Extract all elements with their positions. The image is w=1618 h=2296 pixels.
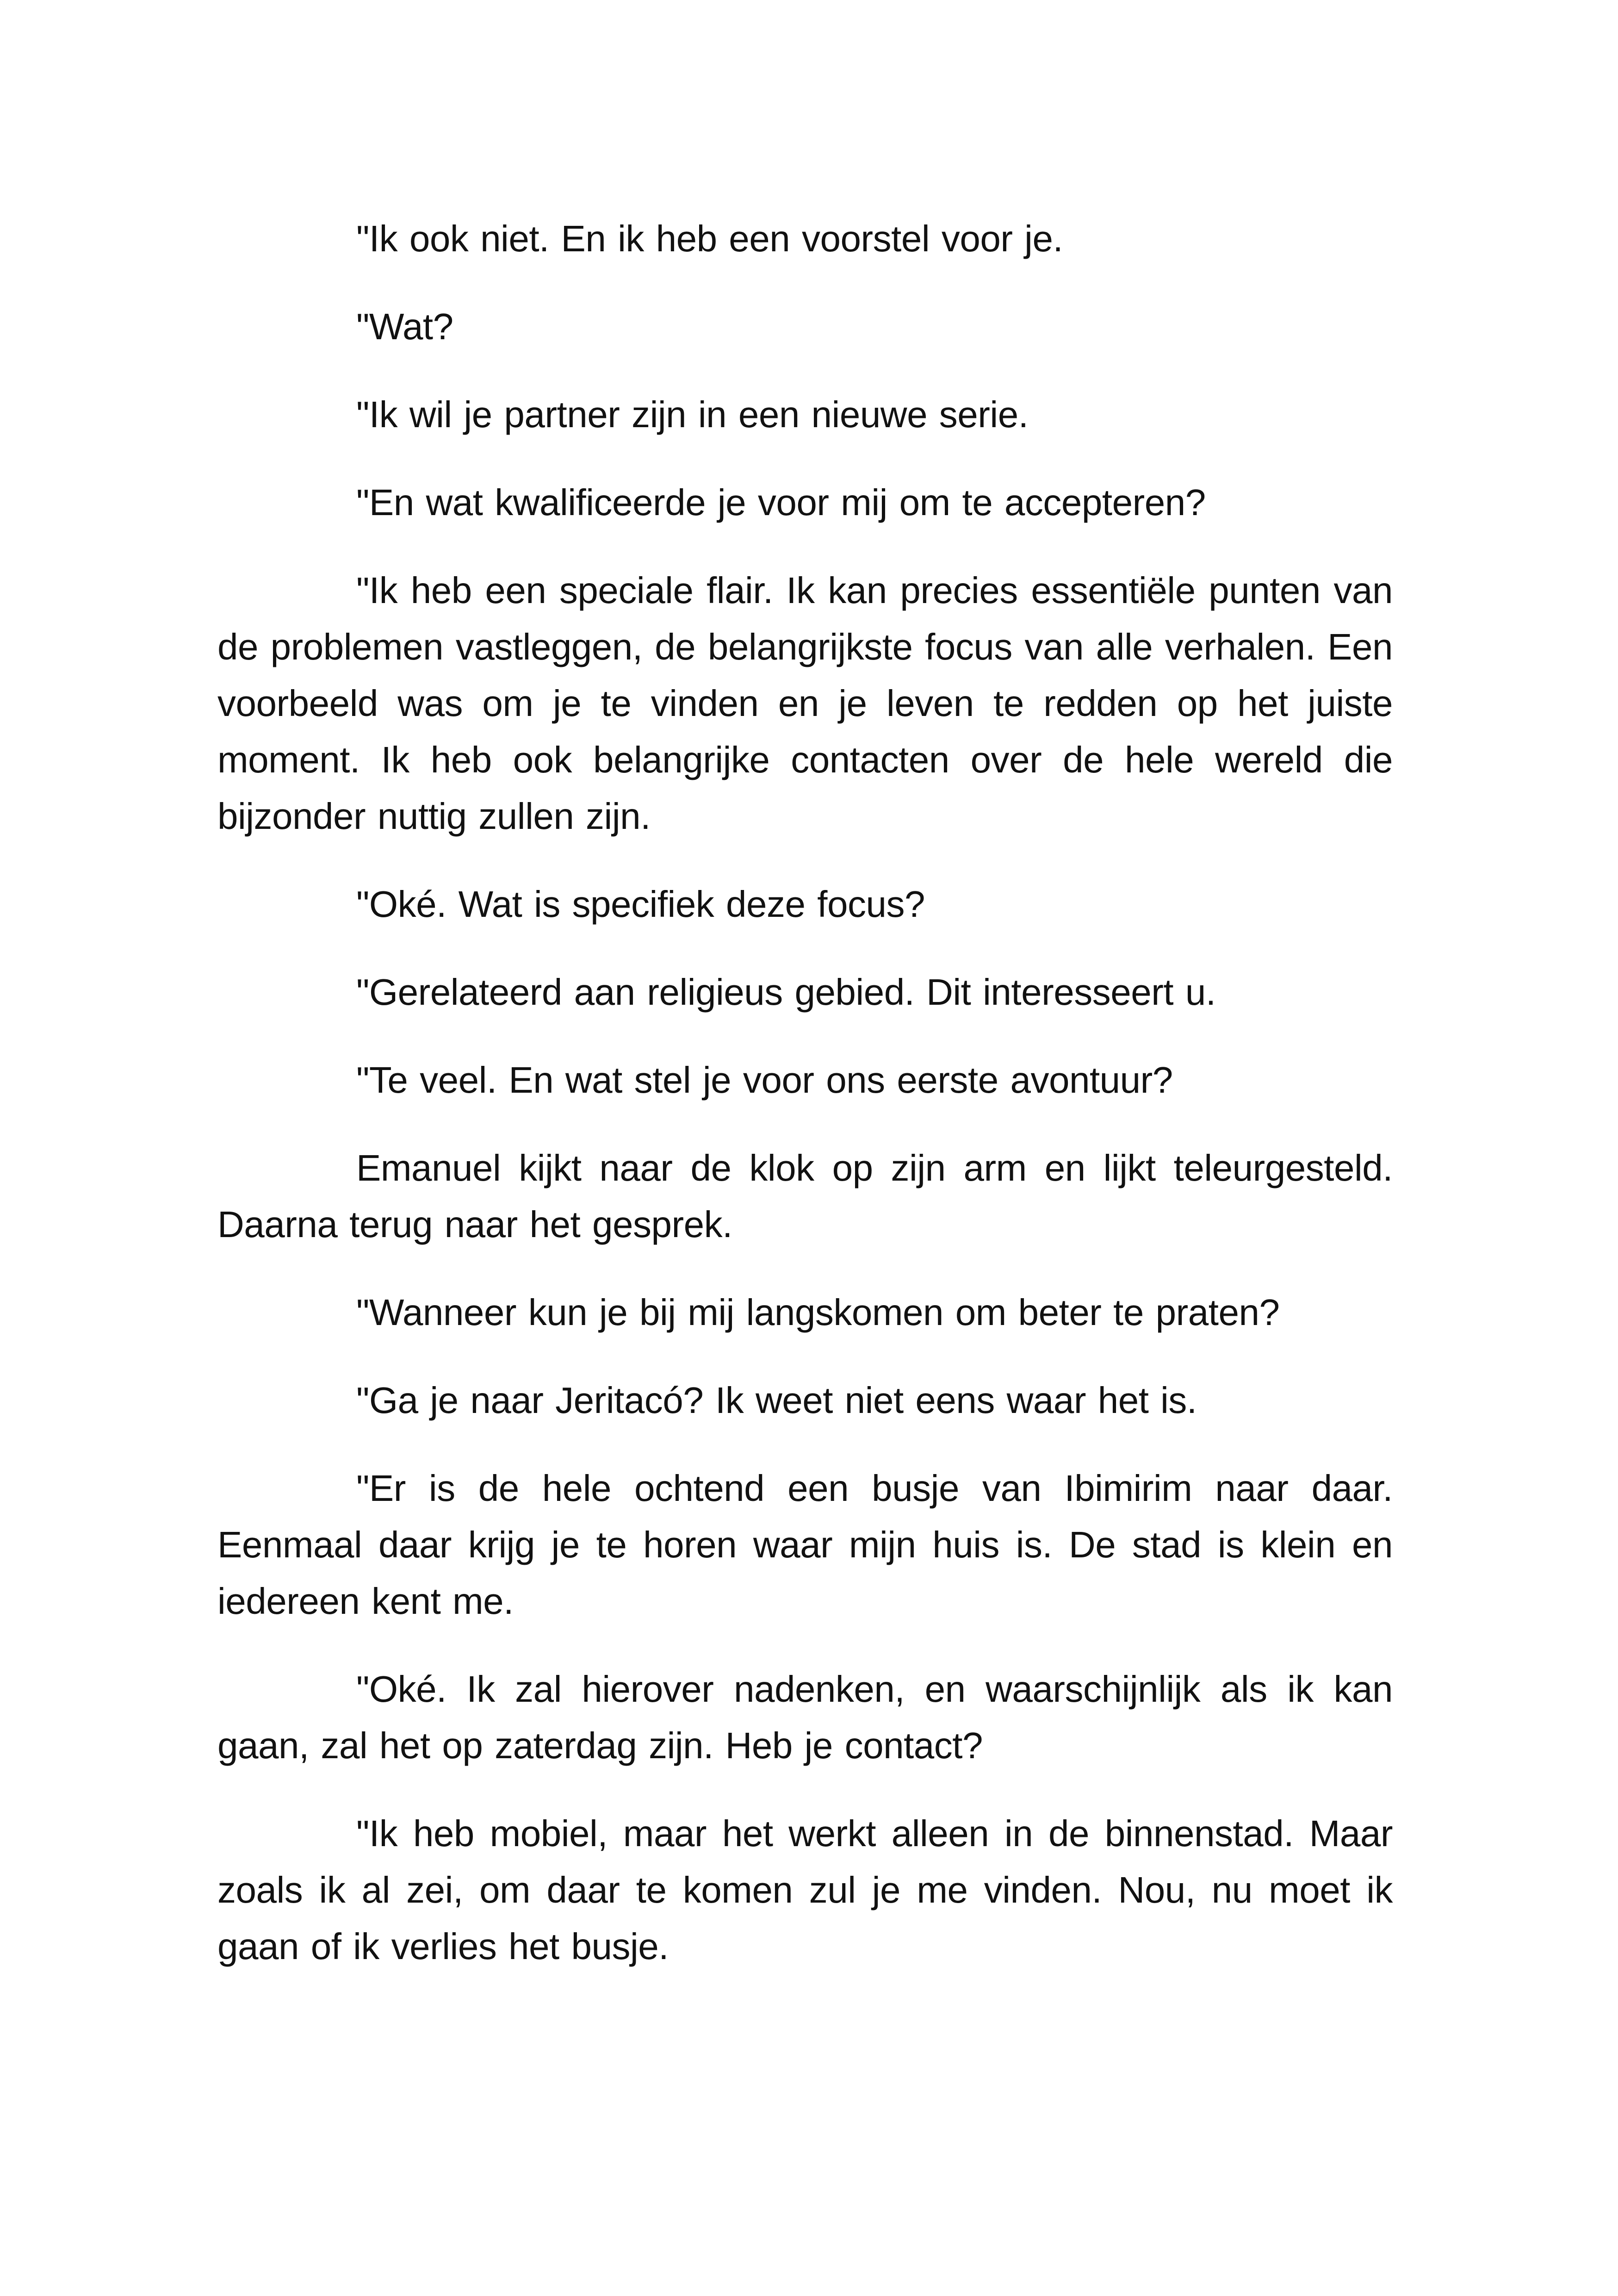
paragraph-14: "Ik heb mobiel, maar het werkt alleen in de binnenstad. Maar zoals ik al zei, om daar te komen zul je me vinden. Nou, nu moet ik gaan of ik verlies het busje. bbox=[217, 1813, 1393, 1967]
body-text bbox=[217, 211, 1393, 1975]
paragraph-3: "Ik wil je partner zijn in een nieuwe serie. bbox=[356, 394, 1029, 435]
paragraph-1: "Ik ook niet. En ik heb een voorstel voor je. bbox=[356, 218, 1063, 259]
paragraph-13: "Oké. Ik zal hierover nadenken, en waarschijnlijk als ik kan gaan, zal het op zaterdag zijn. Heb je contact? bbox=[217, 1668, 1393, 1766]
paragraph-9: Emanuel kijkt naar de klok op zijn arm en lijkt teleurgesteld. Daarna terug naar het gesprek. bbox=[217, 1147, 1393, 1245]
paragraph-7: "Gerelateerd aan religieus gebied. Dit interesseert u. bbox=[356, 971, 1216, 1013]
paragraph-11: "Ga je naar Jeritacó? Ik weet niet eens waar het is. bbox=[356, 1380, 1197, 1421]
paragraph-8: "Te veel. En wat stel je voor ons eerste avontuur? bbox=[356, 1059, 1173, 1101]
paragraph-12: "Er is de hele ochtend een busje van Ibimirim naar daar. Eenmaal daar krijg je te horen waar mijn huis is. De stad is klein en iedereen kent me. bbox=[217, 1468, 1393, 1622]
paragraph-5: "Ik heb een speciale flair. Ik kan precies essentiële punten van de problemen vastleggen, de belangrijkste focus van alle verhalen. Een voorbeeld was om je te vinden en je leven te redden op het juiste moment. Ik heb ook belangrijke contacten over de hele wereld die bijzonder nuttig zullen zijn. bbox=[217, 570, 1393, 837]
paragraph-10: "Wanneer kun je bij mij langskomen om beter te praten? bbox=[356, 1292, 1280, 1333]
paragraph-2: "Wat? bbox=[356, 306, 453, 347]
paragraph-4: "En wat kwalificeerde je voor mij om te accepteren? bbox=[356, 482, 1206, 523]
paragraph-6: "Oké. Wat is specifiek deze focus? bbox=[356, 884, 925, 925]
